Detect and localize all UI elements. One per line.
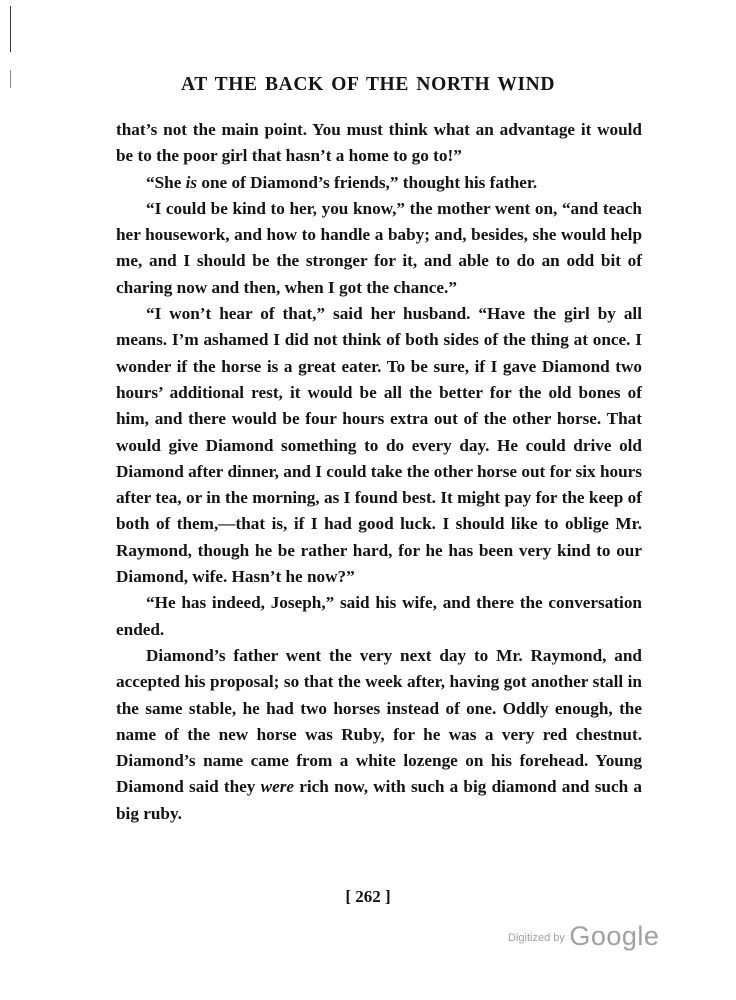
page-number: [ 262 ]	[345, 887, 391, 906]
paragraph	[116, 196, 642, 301]
digitized-by-google-watermark	[508, 921, 659, 952]
paragraph	[116, 117, 642, 170]
paragraph-text: “I won’t hear of that,” said her husband. “Have the girl by all means. I’m ashamed I did not think of both sides of the thing at once. I wonder if the horse is a great eater. To be sure, if I gave Diamond two hours’ additional rest, it would be all the better for the old bones of him, and there would be four hours extra out of the other horse. That would give Diamond something to do every day. He could drive old Diamond after dinner, and I could take the other horse out for six hours after tea, or in the morning, as I found best. It might pay for the keep of both of them,—that is, if I had good luck. I should like to oblige Mr. Raymond, though he be rather hard, for he has been very kind to our Diamond, wife. Hasn’t he now?”	[116, 304, 642, 587]
paragraph-text: Diamond’s father went the very next day to Mr. Raymond, and accepted his proposal; so that the week after, having got another stall in the same stable, he had two horses instead of one. Oddly enough, the name of the new horse was Ruby, for he was a very red chestnut. Diamond’s name came from a white lozenge on his forehead. Young Diamond said they	[116, 645, 642, 797]
paragraph-text: “He has indeed, Joseph,” said his wife, and there the conversation ended.	[116, 593, 642, 639]
paragraph	[116, 301, 642, 590]
paragraph-text: that’s not the main point. You must think what an advantage it would be to the poor girl that hasn’t a home to go to!”	[116, 120, 642, 166]
paragraph	[116, 643, 642, 827]
italic-text: is	[185, 172, 198, 192]
paragraph-text: “I could be kind to her, you know,” the mother went on, “and teach her housework, and how to handle a baby; and, besides, she would help me, and I should be the stronger for it, and able to do an odd bit of charing now and then, when I got the chance.”	[116, 198, 642, 297]
paragraph-text: “She	[146, 172, 186, 192]
paragraph	[116, 170, 642, 196]
google-logo: Google	[569, 921, 660, 951]
watermark-prefix: Digitized by	[508, 932, 565, 944]
body-text	[116, 117, 642, 827]
italic-text: were	[260, 777, 295, 797]
running-head: AT THE BACK OF THE NORTH WIND	[180, 74, 555, 95]
paragraph-text: one of Diamond’s friends,” thought his father.	[197, 172, 538, 192]
paragraph-text: rich now, with such a big diamond and such a big ruby.	[116, 777, 642, 823]
paragraph	[116, 590, 642, 643]
scan-edge-mark	[10, 6, 11, 52]
